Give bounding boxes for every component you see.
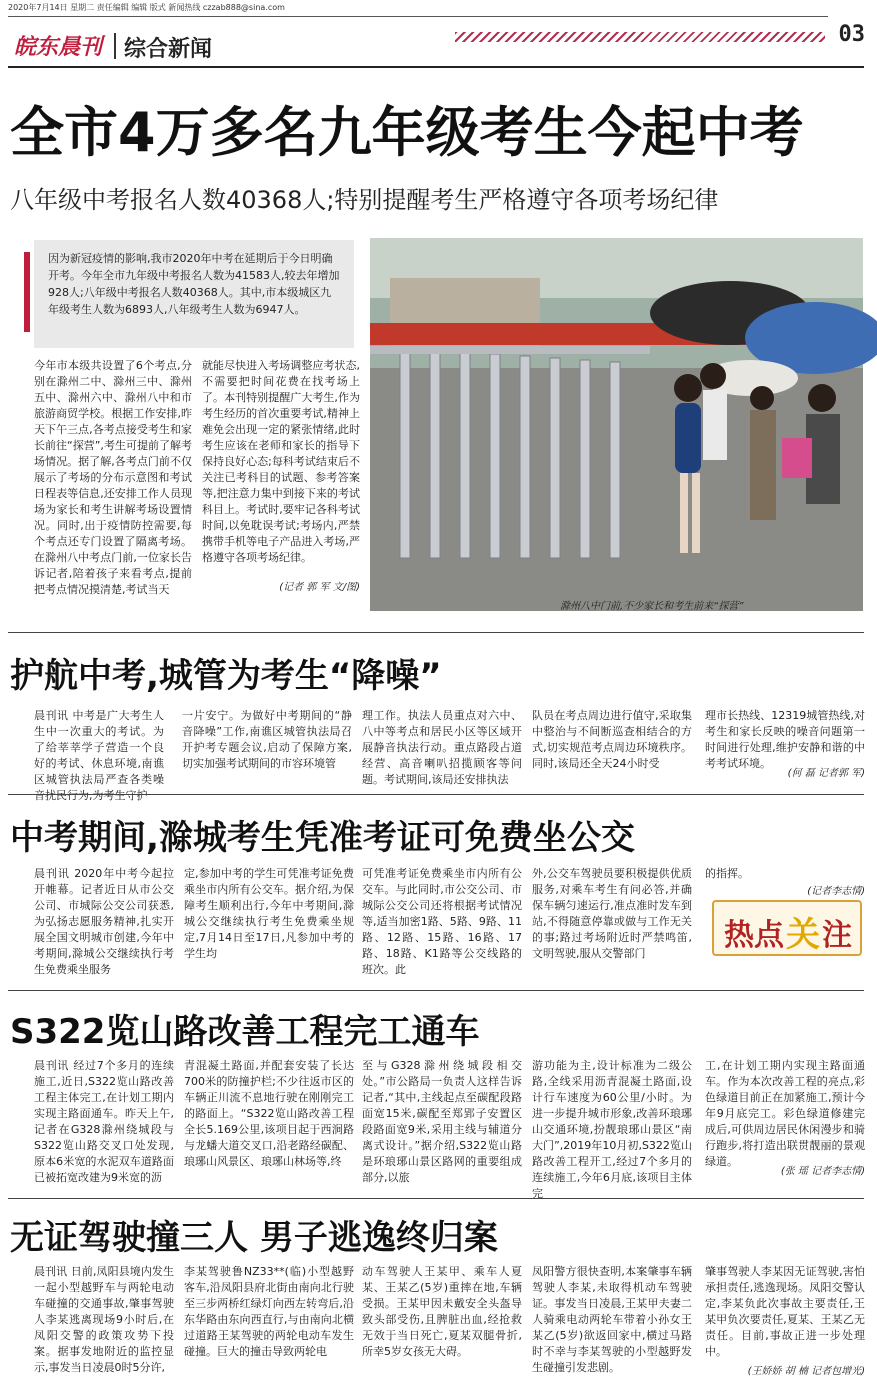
article-4-byline: (张 瑶 记者李志情) — [780, 1166, 865, 1177]
article-3-column-4: 外,公交车驾驶员要积极提供优质服务,对乘车考生有问必答,并确保车辆匀速运行,准点准时发车到站,不得随意停靠或做与工作无关的事;路过考场附近时严禁鸣笛,文明驾驶,服从交警部门 — [532, 867, 692, 960]
article-2-column-5: 理市长热线、12319城管热线,对考生和家长反映的噪音问题第一时间进行处理,维护安静和谐的中考考试环境。 — [705, 709, 865, 770]
page-number: 03 — [838, 22, 865, 47]
article-5-column-5: 肇事驾驶人李某因无证驾驶,害怕承担责任,逃逸现场。凤阳交警认定,李某负此次事故主要责任,王某甲负次要责任,夏某、王某乙无责任。目前,事故正进一步处理中。 — [705, 1265, 865, 1358]
lead-summary: 因为新冠疫情的影响,我市2020年中考在延期后于今日明确开考。今年全市九年级中考报名人数为41583人,较去年增加928人;八年级中考报名人数40368人。其中,市本级城区九年级考生人数为6893人,八年级考生人数为6947人。 — [34, 240, 354, 348]
section-title: 综合新闻 — [124, 37, 213, 62]
badge-word-3: 注 — [822, 918, 852, 953]
article-4-column-4: 游功能为主,设计标准为二级公路,全线采用沥青混凝土路面,设计行车速度为60公里/小时。为进一步提升城市形象,改善环琅琊山交通环境,扮靓琅琊山景区“南大门”,2019年10月初,S322览山路改善工程开工,经过7个多月的连续施工,今年6月底,该项目主体完 — [532, 1059, 692, 1200]
article-2-byline: (何 磊 记者郭 军) — [787, 768, 865, 779]
article-4-column-1: 晨刊讯 经过7个多月的连续施工,近日,S322览山路改善工程主体完工,在计划工期内实现主路面通车。昨天上午,记者在G328滁州绕城段与S322览山路交叉口处发现,原本6米宽的水泥双车道路面已被拓宽改建为9米宽的沥 — [34, 1059, 174, 1184]
divider-article-5 — [8, 1198, 864, 1199]
date-line: 2020年7月14日 星期二 责任编辑 编辑 版式 新闻热线 czzab888@sina.com — [8, 3, 285, 12]
article-2-column-3: 理工作。执法人员重点对六中、八中等考点和居民小区等区域开展静音执法行动。重点路段占道经营、高音喇叭招揽顾客等问题。考试期间,该局还安排执法 — [362, 709, 522, 786]
masthead-separator — [114, 33, 116, 59]
divider-article-4 — [8, 990, 864, 991]
article-5-byline: (王娇娇 胡 楠 记者包增光) — [747, 1366, 865, 1377]
masthead-logo: 皖东晨刊 — [14, 34, 103, 60]
lead-photo — [370, 238, 863, 611]
lead-column-2: 就能尽快进入考场调整应考状态,不需要把时间花费在找考场上了。本刊特别提醒广大考生,作为考生经历的首次重要考试,精神上难免会出现一定的紧张情绪,此时考生应该在老师和家长的指导下保持良好心态;每科考试结束后不关注已考科目的试题、参考答案等,把注意力集中到接下来的考试科目上。考试时,要牢记各科考试时间,以免耽误考试;考场内,严禁携带手机等电子产品进入考场,严格遵守各项考场纪律。 — [202, 359, 360, 564]
lead-subhead: 八年级中考报名人数40368人;特别提醒考生严格遵守各项考场纪律 — [10, 186, 719, 214]
divider-article-3 — [8, 794, 864, 795]
article-4-column-2: 青混凝土路面,并配套安装了长达700米的防撞护栏;不少往返市区的车辆正川流不息地行驶在刚刚完工的路面上。“S322览山路改善工程全长5.169公里,该项目起于西涧路与龙蟠大道交叉口,沿老路经碳配、琅琊山风景区、琅琊山林场等,终 — [184, 1059, 354, 1168]
article-5-column-1: 晨刊讯 日前,凤阳县境内发生一起小型越野车与两轮电动车碰撞的交通事故,肇事驾驶人李某逃离现场9小时后,在凤阳交警的政策攻势下投案。据事发地附近的监控显示,事发当日凌晨0时5分许, — [34, 1265, 174, 1374]
article-2-headline: 护航中考,城管为考生“降噪” — [10, 656, 442, 696]
article-5-column-4: 凤阳警方很快查明,本案肇事车辆驾驶人李某,未取得机动车驾驶证。事发当日凌晨,王某甲夫妻二人骑乘电动两轮车带着小孙女王某乙(5岁)欲返回家中,横过马路时不幸与李某驾驶的小型越野发生碰撞引发悲剧。 — [532, 1265, 692, 1374]
badge-word-1: 热点 — [724, 918, 784, 953]
article-5-headline: 无证驾驶撞三人 男子逃逸终归案 — [10, 1218, 498, 1258]
article-4-column-5: 工,在计划工期内实现主路面通车。作为本次改善工程的亮点,彩色绿道目前正在加紧施工,预计今年9月底完工。彩色绿道修建完成后,可供周边居民休闲漫步和骑行跑步,将打造出联贯靓丽的景观绿道。 — [705, 1059, 865, 1168]
article-3-column-2: 定,参加中考的学生可凭准考证免费乘坐市内所有公交车。据介绍,为保障考生顺利出行,今年中考期间,滁城公交继续执行考生免费乘坐规定,7月14日至17日,凡参加中考的学生均 — [184, 867, 354, 960]
article-5-column-3: 动车驾驶人王某甲、乘车人夏某、王某乙(5岁)重摔在地,车辆受损。王某甲因未戴安全头盔导致头部受伤,且脾脏出血,经抢救无效于当日死亡,夏某双腿骨折,所幸5岁女孩无大碍。 — [362, 1265, 522, 1358]
article-4-headline: S322览山路改善工程完工通车 — [10, 1012, 480, 1052]
lead-column-1: 今年市本级共设置了6个考点,分别在滁州二中、滁州三中、滁州五中、滁州六中、滁州八中和市旅游商贸学校。根据工作安排,昨天下午三点,各考点接受考生和家长前往“探营”,考生可提前了解考场情况。据了解,各考点门前不仅展示了考场的分布示意图和考试日程表等信息,还安排工作人员现场为家长和考生讲解考场设置情况。同时,出于疫情防控需要,每个考点还专门设置了隔离考场。在滁州八中考点门前,一位家长告诉记者,陪着孩子来看考点,提前把考点情况摸清楚,考试当天 — [34, 359, 192, 596]
divider-article-2 — [8, 632, 864, 633]
article-4-column-3: 至与G328滁州绕城段相交处。”市公路局一负责人这样告诉记者,“其中,主线起点至碳配段路面宽15米,碳配至郑郢子安置区段路面宽9米,采用主线与辅道分离式设计。”据介绍,S322览山路是环琅琊山景区路网的重要组成部分,以旅 — [362, 1059, 522, 1184]
badge-word-2: 关 — [786, 915, 820, 955]
photo-illustration — [370, 238, 863, 611]
summary-accent-bar — [24, 252, 30, 332]
decorative-hatch — [455, 32, 825, 42]
header-rule — [8, 66, 864, 68]
article-3-byline: (记者李志情) — [807, 886, 865, 897]
article-2-column-4: 队员在考点周边进行值守,采取集中整治与不间断巡查相结合的方式,切实规范考点周边环境秩序。同时,该局还全天24小时受 — [532, 709, 692, 770]
lead-byline: (记者 郭 军 文/图) — [279, 582, 360, 593]
photo-caption: 滁州八中门前,不少家长和考生前来“探营” — [560, 601, 744, 612]
lead-headline: 全市4万多名九年级考生今起中考 — [10, 101, 804, 164]
article-2-column-1: 晨刊讯 中考是广大考生人生中一次重大的考试。为了给莘莘学子营造一个良好的考试、休息环境,南谯区城管执法局严查各类噪音扰民行为,为考生守护 — [34, 709, 164, 802]
article-5-column-2: 李某驾驶鲁NZ33**(临)小型越野客车,沿凤阳县府北街由南向北行驶至三步两桥红绿灯向西左转弯后,沿东华路由东向西直行,与由南向北横过道路王某驾驶的两轮电动车发生碰撞。巨大的撞击导致两轮电 — [184, 1265, 354, 1358]
article-2-column-2: 一片安宁。为做好中考期间的“静音降噪”工作,南谯区城管执法局召开护考专题会议,启动了保障方案,切实加强考试期间的市容环境管 — [182, 709, 352, 770]
article-3-column-5: 的指挥。 — [705, 867, 749, 880]
article-3-column-1: 晨刊讯 2020年中考今起拉开帷幕。记者近日从市公交公司、市城际公交公司获悉,为弘扬志愿服务精神,扎实开展全国文明城市创建,今年中考期间,滁城公交继续执行考生免费乘坐服务 — [34, 867, 174, 976]
article-3-headline: 中考期间,滁城考生凭准考证可免费坐公交 — [10, 818, 635, 858]
top-rule — [8, 16, 828, 17]
article-3-column-3: 可凭准考证免费乘坐市内所有公交车。与此同时,市公交公司、市城际公交公司还将根据考试情况等,适当加密1路、5路、9路、11路、12路、15路、16路、17路、18路、K1路等公交线路的班次。此 — [362, 867, 522, 976]
hot-topic-badge — [712, 900, 862, 956]
